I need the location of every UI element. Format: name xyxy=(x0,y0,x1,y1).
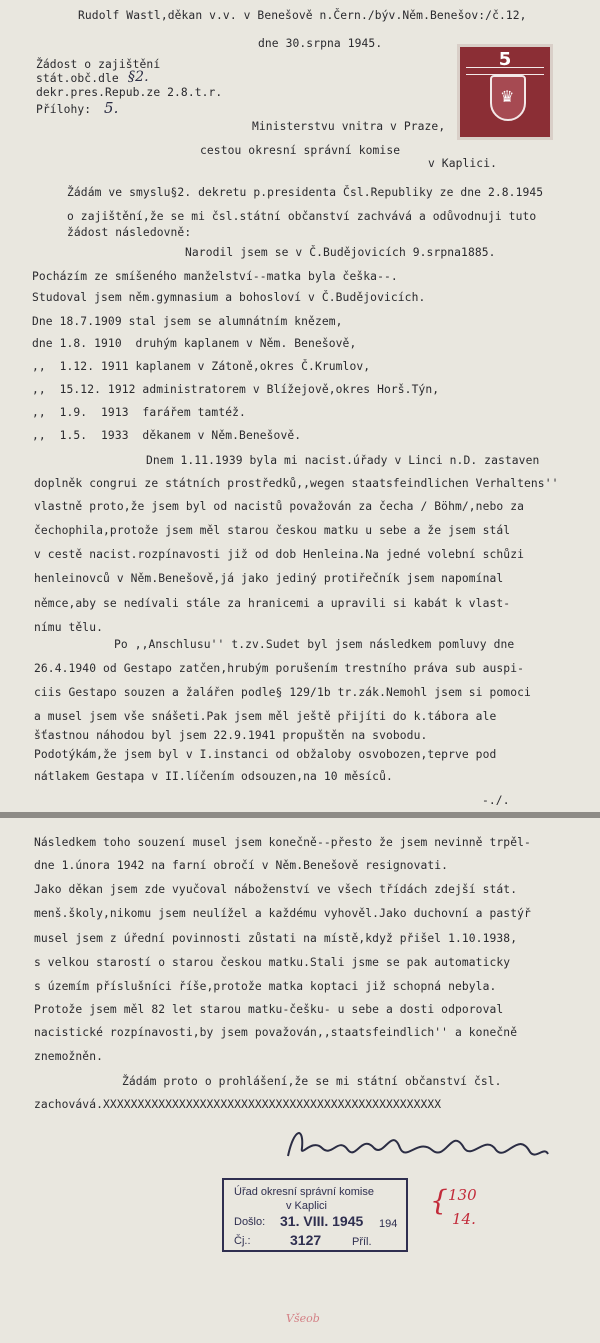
subject-line-1: Žádost o zajištění xyxy=(36,58,161,71)
body-line: nacistické rozpínavosti,by jsem považován,,staatsfeindlich'' a konečně xyxy=(34,1026,518,1039)
letter-page-2 xyxy=(0,818,600,1343)
body-line: 26.4.1940 od Gestapo zatčen,hrubým porušením trestního práva sub auspi- xyxy=(34,662,524,675)
body-line: Žádám ve smyslu§2. dekretu p.presidenta Čsl.Republiky ze dne 2.8.1945 xyxy=(67,186,544,199)
revenue-stamp xyxy=(457,44,553,140)
body-line: Protože jsem měl 82 let starou matku-češku- u sebe a dosti odporoval xyxy=(34,1003,504,1016)
subject-line-2: stát.obč.dle xyxy=(36,72,119,85)
body-line: zachovává.XXXXXXXXXXXXXXXXXXXXXXXXXXXXXXXXXXXXXXXXXXXXXXXXX xyxy=(34,1098,442,1111)
stamp-title: Úřad okresní správní komise xyxy=(234,1186,374,1198)
body-line: ,, 15.12. 1912 administratorem v Blížejově,okres Horš.Týn, xyxy=(32,383,440,396)
red-bracket: { xyxy=(430,1184,448,1217)
addressee-line-1: Ministerstvu vnitra v Praze, xyxy=(252,120,446,133)
body-line: ,, 1.12. 1911 kaplanem v Zátoně,okres Č.Krumlov, xyxy=(32,360,371,373)
stamp-received-suffix: 194 xyxy=(379,1218,398,1230)
stamp-number: 3127 xyxy=(290,1232,322,1248)
letterhead: Rudolf Wastl,děkan v.v. v Benešově n.Čern./býv.Něm.Benešov:/č.12, xyxy=(78,9,527,22)
signature-text: Rudolf Wastl xyxy=(282,1164,290,1165)
signature-stroke xyxy=(288,1133,548,1156)
body-line: Studoval jsem něm.gymnasium a bohosloví v Č.Budějovicích. xyxy=(32,291,426,304)
stamp-number-label: Čj.: xyxy=(234,1235,251,1247)
office-receipt-stamp xyxy=(222,1178,408,1252)
paragraph-mark: §2. xyxy=(128,69,149,85)
body-line: menš.školy,nikomu jsem neulížel a každému vyhověl.Jako duchovní a pastýř xyxy=(34,907,531,920)
body-line: Narodil jsem se v Č.Budějovicích 9.srpna1885. xyxy=(185,246,496,259)
signature xyxy=(282,1118,552,1166)
stamp-received-label: Došlo: xyxy=(234,1216,266,1228)
stamp-attachments-label: Příl. xyxy=(352,1236,372,1248)
body-line: Následkem toho souzení musel jsem konečně--přesto že jsem nevinně trpěl- xyxy=(34,836,531,849)
attachments-label: Přílohy: xyxy=(36,103,92,116)
attachments-count: 5. xyxy=(104,99,119,117)
red-annotation-top: 130 xyxy=(448,1186,477,1204)
body-line: Po ,,Anschlusu'' t.zv.Sudet byl jsem následkem pomluvy dne xyxy=(114,638,515,651)
body-line: žádost následovně: xyxy=(67,226,192,239)
stamp-value: 5 xyxy=(498,49,512,70)
body-line: Žádám proto o prohlášení,že se mi státní občanství čsl. xyxy=(122,1075,502,1088)
body-line: o zajištění,že se mi čsl.státní občanství zachvává a odůvodnuji tuto xyxy=(67,210,537,223)
body-line: v cestě nacist.rozpínavosti již od dob Henleina.Na jedné volební schůzi xyxy=(34,548,524,561)
body-line: Dne 18.7.1909 stal jsem se alumnátním knězem, xyxy=(32,315,343,328)
body-line: Podotýkám,že jsem byl v I.instanci od obžaloby osvobozen,teprve pod xyxy=(34,748,497,761)
body-line: ,, 1.9. 1913 farářem tamtéž. xyxy=(32,406,246,419)
lion-icon: ♛ xyxy=(500,87,515,106)
body-line: dne 1.8. 1910 druhým kaplanem v Něm. Benešově, xyxy=(32,337,357,350)
body-line: šťastnou náhodou byl jsem 22.9.1941 propuštěn na svobodu. xyxy=(34,729,428,742)
body-line: Pocházím ze smíšeného manželství--matka byla češka--. xyxy=(32,270,398,283)
body-line: ,, 1.5. 1933 děkanem v Něm.Benešově. xyxy=(32,429,302,442)
date-line: dne 30.srpna 1945. xyxy=(258,37,383,50)
subject-line-3: dekr.pres.Repub.ze 2.8.t.r. xyxy=(36,86,223,99)
body-line: Jako děkan jsem zde vyučoval náboženství ve všech třídách zdejší stát. xyxy=(34,883,518,896)
stamp-received-date: 31. VIII. 1945 xyxy=(280,1213,364,1229)
body-line: vlastně proto,že jsem byl od nacistů považován za čecha / Böhm/,nebo za xyxy=(34,500,524,513)
body-line: doplněk congrui ze státních prostředků,,wegen staatsfeindlichen Verhaltens'' xyxy=(34,477,559,490)
addressee-line-3: v Kaplici. xyxy=(428,157,498,170)
body-line: znemožněn. xyxy=(34,1050,104,1063)
body-line: nátlakem Gestapa v II.líčením odsouzen,na 10 měsíců. xyxy=(34,770,393,783)
footer-mark: Všeob xyxy=(286,1312,320,1325)
body-line: musel jsem z úřední povinnosti zůstati na místě,když přišel 1.10.1938, xyxy=(34,932,518,945)
body-line: nímu tělu. xyxy=(34,621,104,634)
red-annotation-bottom: 14. xyxy=(452,1210,476,1228)
body-line: henleinovců v Něm.Benešově,já jako jediný protiřečník jsem napomínal xyxy=(34,572,504,585)
body-line: ciis Gestapo souzen a žalářen podle§ 129/1b tr.zák.Nemohl jsem si pomoci xyxy=(34,686,531,699)
body-line: a musel jsem vše snášeti.Pak jsem měl ještě přijíti do k.tábora ale xyxy=(34,710,497,723)
page-continuation-mark: -./. xyxy=(482,794,510,807)
body-line: Dnem 1.11.1939 byla mi nacist.úřady v Linci n.D. zastaven xyxy=(146,454,540,467)
addressee-line-2: cestou okresní správní komise xyxy=(200,144,401,157)
body-line: dne 1.února 1942 na farní obročí v Něm.Benešově resignovati. xyxy=(34,859,449,872)
body-line: s územím příslušníci říše,protože matka koptaci již schopná nebyla. xyxy=(34,980,497,993)
body-line: s velkou starostí o starou českou matku.Stali jsme se pak automaticky xyxy=(34,956,511,969)
body-line: němce,aby se nedívali stále za hranicemi a upravili si kabát k vlast- xyxy=(34,597,511,610)
body-line: čechophila,protože jsem měl starou českou matku u sebe a že jsem stál xyxy=(34,524,511,537)
stamp-place: v Kaplici xyxy=(286,1200,327,1212)
